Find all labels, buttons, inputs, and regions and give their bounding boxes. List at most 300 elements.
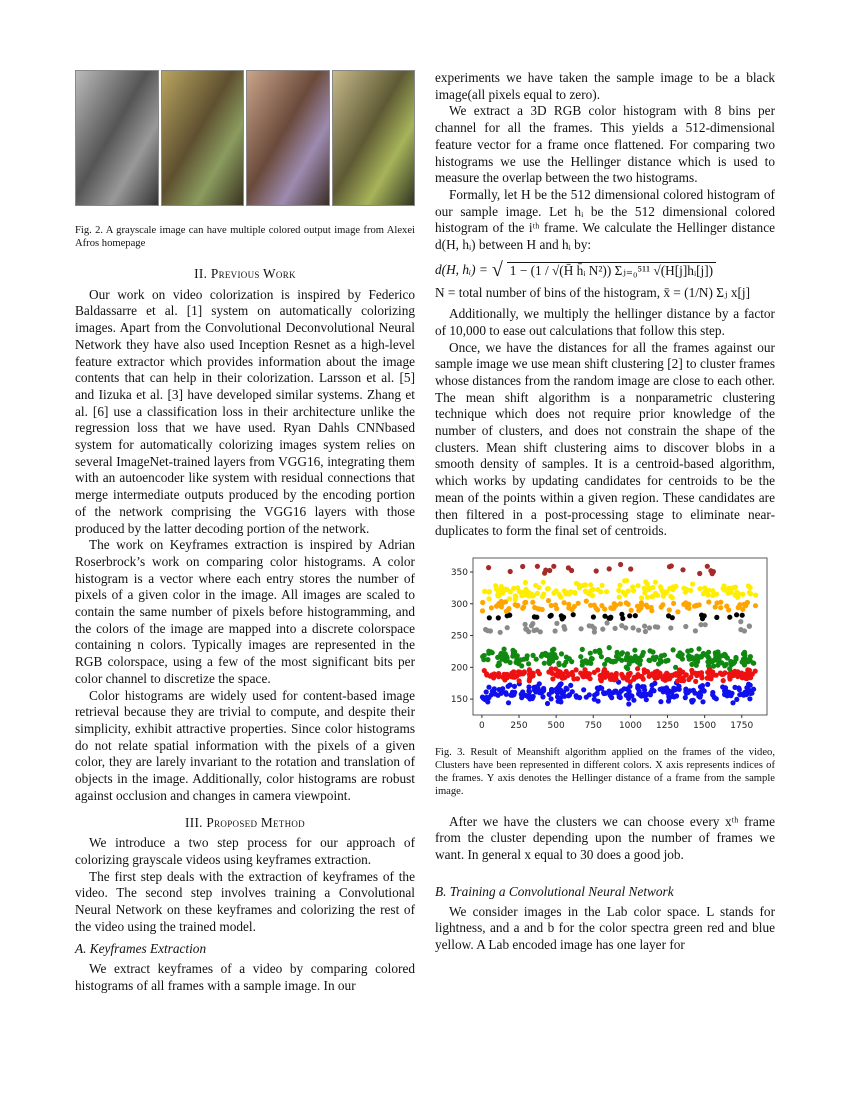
paragraph: We extract keyframes of a video by comparing colored histograms of all frames with a sample image. In our <box>75 961 415 993</box>
data-point <box>510 693 515 698</box>
data-point <box>557 682 562 687</box>
cluster-green <box>480 645 756 671</box>
data-point <box>485 699 490 704</box>
data-point <box>611 659 616 664</box>
data-point <box>647 658 652 663</box>
data-point <box>701 651 706 656</box>
data-point <box>689 698 694 703</box>
cluster-yellow <box>482 578 758 602</box>
colorized-photo-3 <box>332 70 416 206</box>
data-point <box>617 583 622 588</box>
data-point <box>484 689 489 694</box>
data-point <box>505 608 510 613</box>
data-point <box>710 658 715 663</box>
data-point <box>570 689 575 694</box>
data-point <box>737 692 742 697</box>
data-point <box>622 578 627 583</box>
cluster-gray <box>483 619 752 635</box>
data-point <box>599 654 604 659</box>
data-point <box>658 699 663 704</box>
data-point <box>600 583 605 588</box>
equation-definition: N = total number of bins of the histogram, x̄ = (1/N) Σⱼ x[j] <box>435 285 751 301</box>
data-point <box>627 613 632 618</box>
data-point <box>673 584 678 589</box>
data-point <box>645 581 650 586</box>
data-point <box>734 612 739 617</box>
data-point <box>583 582 588 587</box>
data-point <box>727 615 732 620</box>
figure-3-caption: Fig. 3. Result of Meanshift algorithm applied on the frames of the video, Clusters have been represented in different colors. X axis represents indices of the frames. Y axis denotes the Hellinger distance of a frame from the sample image. <box>435 746 775 797</box>
x-tick-label: 1750 <box>730 720 754 731</box>
data-point <box>742 652 747 657</box>
data-point <box>652 657 657 662</box>
data-point <box>694 653 699 658</box>
data-point <box>580 659 585 664</box>
data-point <box>638 605 643 610</box>
data-point <box>543 652 548 657</box>
data-point <box>480 600 485 605</box>
data-point <box>626 701 631 706</box>
data-point <box>541 688 546 693</box>
data-point <box>549 689 554 694</box>
data-point <box>636 628 641 633</box>
data-point <box>663 658 668 663</box>
data-point <box>673 665 678 670</box>
data-point <box>584 589 589 594</box>
data-point <box>508 569 513 574</box>
data-point <box>535 669 540 674</box>
data-point <box>642 623 647 628</box>
data-point <box>562 600 567 605</box>
data-point <box>666 698 671 703</box>
data-point <box>632 657 637 662</box>
data-point <box>550 658 555 663</box>
data-point <box>519 593 524 598</box>
data-point <box>501 655 506 660</box>
data-point <box>683 624 688 629</box>
data-point <box>486 649 491 654</box>
data-point <box>487 615 492 620</box>
data-point <box>512 649 517 654</box>
data-point <box>748 585 753 590</box>
data-point <box>551 564 556 569</box>
data-point <box>553 666 558 671</box>
data-point <box>554 588 559 593</box>
data-point <box>624 600 629 605</box>
data-point <box>722 688 727 693</box>
data-point <box>494 603 499 608</box>
data-point <box>618 562 623 567</box>
data-point <box>517 678 522 683</box>
data-point <box>576 601 581 606</box>
data-point <box>650 687 655 692</box>
data-point <box>602 662 607 667</box>
data-point <box>559 613 564 618</box>
data-point <box>549 696 554 701</box>
data-point <box>690 581 695 586</box>
data-point <box>520 564 525 569</box>
data-point <box>604 673 609 678</box>
grayscale-photo <box>75 70 159 206</box>
data-point <box>588 651 593 656</box>
data-point <box>532 687 537 692</box>
equation-body: 1 − (1 / √(H̄ h̄ᵢ N²)) Σⱼ₌₀⁵¹¹ √(H[j]hᵢ[j]) <box>507 262 716 280</box>
data-point <box>602 667 607 672</box>
data-point <box>722 583 727 588</box>
data-point <box>658 584 663 589</box>
data-point <box>714 591 719 596</box>
data-point <box>492 686 497 691</box>
data-point <box>637 662 642 667</box>
data-point <box>671 647 676 652</box>
data-point <box>698 684 703 689</box>
data-point <box>617 595 622 600</box>
data-point <box>527 667 532 672</box>
data-point <box>553 628 558 633</box>
data-point <box>706 676 711 681</box>
data-point <box>538 629 543 634</box>
data-point <box>574 693 579 698</box>
data-point <box>543 567 548 572</box>
data-point <box>748 691 753 696</box>
data-point <box>667 564 672 569</box>
data-point <box>535 591 540 596</box>
data-point <box>632 675 637 680</box>
data-point <box>666 694 671 699</box>
x-tick-label: 1000 <box>618 720 642 731</box>
data-point <box>735 595 740 600</box>
data-point <box>705 682 710 687</box>
data-point <box>736 685 741 690</box>
data-point <box>649 608 654 613</box>
data-point <box>574 667 579 672</box>
data-point <box>726 607 731 612</box>
data-point <box>627 693 632 698</box>
data-point <box>736 604 741 609</box>
data-point <box>711 664 716 669</box>
data-point <box>684 672 689 677</box>
data-point <box>605 620 610 625</box>
data-point <box>487 596 492 601</box>
data-point <box>620 674 625 679</box>
data-point <box>674 693 679 698</box>
data-point <box>619 688 624 693</box>
data-point <box>631 588 636 593</box>
data-point <box>513 602 518 607</box>
data-point <box>582 667 587 672</box>
paragraph: Color histograms are widely used for content-based image retrieval because they are trivial to compute, and despite their simplicity, exhibit attractive properties. Since color histograms do not relate spatial information with the pixels of a given color, they are larely invariant to the rotation and translation of objects in the image. Additionally, color histograms are robust against occlusion and changes in camera viewpoint. <box>75 687 415 803</box>
paragraph: Formally, let H be the 512 dimensional colored histogram of our sample image. Let hᵢ be the 512 dimensional colored histogram of the iᵗʰ frame. We calculate the Hellinger distance d(H, hᵢ) between H and hᵢ by: <box>435 186 775 253</box>
data-point <box>486 685 491 690</box>
data-point <box>561 689 566 694</box>
data-point <box>627 684 632 689</box>
data-point <box>638 674 643 679</box>
data-point <box>568 683 573 688</box>
data-point <box>721 678 726 683</box>
data-point <box>540 694 545 699</box>
data-point <box>587 692 592 697</box>
data-point <box>571 612 576 617</box>
data-point <box>693 628 698 633</box>
data-point <box>578 654 583 659</box>
data-point <box>511 669 516 674</box>
data-point <box>566 693 571 698</box>
data-point <box>639 692 644 697</box>
data-point <box>562 627 567 632</box>
data-point <box>747 590 752 595</box>
data-point <box>729 586 734 591</box>
data-point <box>534 615 539 620</box>
data-point <box>644 697 649 702</box>
right-column <box>435 70 775 954</box>
data-point <box>498 587 503 592</box>
data-point <box>535 564 540 569</box>
data-point <box>566 565 571 570</box>
x-tick-label: 250 <box>510 720 528 731</box>
data-point <box>530 673 535 678</box>
data-point <box>629 608 634 613</box>
data-point <box>747 624 752 629</box>
data-point <box>747 696 752 701</box>
data-point <box>740 659 745 664</box>
data-point <box>618 695 623 700</box>
data-point <box>502 672 507 677</box>
data-point <box>481 657 486 662</box>
data-point <box>559 651 564 656</box>
data-point <box>640 653 645 658</box>
data-point <box>681 678 686 683</box>
x-tick-label: 500 <box>547 720 565 731</box>
cluster-blue <box>480 679 756 706</box>
data-point <box>647 625 652 630</box>
data-point <box>609 695 614 700</box>
data-point <box>635 666 640 671</box>
data-point <box>548 613 553 618</box>
data-point <box>512 684 517 689</box>
data-point <box>581 687 586 692</box>
data-point <box>523 580 528 585</box>
data-point <box>753 592 758 597</box>
data-point <box>507 673 512 678</box>
data-point <box>613 626 618 631</box>
data-point <box>557 662 562 667</box>
data-point <box>651 593 656 598</box>
data-point <box>595 667 600 672</box>
data-point <box>588 661 593 666</box>
data-point <box>740 613 745 618</box>
y-tick-label: 250 <box>450 631 468 642</box>
data-point <box>700 699 705 704</box>
data-point <box>714 615 719 620</box>
data-point <box>653 580 658 585</box>
data-point <box>689 648 694 653</box>
data-point <box>633 613 638 618</box>
data-point <box>554 621 559 626</box>
data-point <box>670 595 675 600</box>
y-tick-label: 350 <box>450 567 468 578</box>
data-point <box>497 593 502 598</box>
data-point <box>631 625 636 630</box>
x-tick-label: 1500 <box>693 720 717 731</box>
data-point <box>643 629 648 634</box>
data-point <box>498 630 503 635</box>
data-point <box>594 568 599 573</box>
data-point <box>549 652 554 657</box>
data-point <box>646 587 651 592</box>
data-point <box>727 666 732 671</box>
data-point <box>607 566 612 571</box>
data-point <box>703 622 708 627</box>
data-point <box>537 585 542 590</box>
data-point <box>705 564 710 569</box>
data-point <box>705 654 710 659</box>
data-point <box>522 669 527 674</box>
figure-2-images <box>75 70 415 206</box>
data-point <box>584 598 589 603</box>
data-point <box>504 692 509 697</box>
data-point <box>523 626 528 631</box>
data-point <box>710 690 715 695</box>
data-point <box>706 599 711 604</box>
data-point <box>677 650 682 655</box>
data-point <box>738 619 743 624</box>
data-point <box>625 666 630 671</box>
figure-2-caption: Fig. 2. A grayscale image can have multiple colored output image from Alexei Afros homepage <box>75 225 415 249</box>
data-point <box>680 567 685 572</box>
data-point <box>735 673 740 678</box>
data-point <box>654 669 659 674</box>
data-point <box>663 678 668 683</box>
data-point <box>535 606 540 611</box>
data-point <box>560 676 565 681</box>
left-column <box>75 70 415 995</box>
data-point <box>534 657 539 662</box>
colorized-photo-2 <box>246 70 330 206</box>
data-point <box>508 660 513 665</box>
data-point <box>738 627 743 632</box>
paragraph: We extract a 3D RGB color histogram with 8 bins per channel for all the frames. This yields a 512-dimensional feature vector for a frame once flattened. For comparing two histograms we use the Hellinger distance which is used to measure the overlap between the two histograms. <box>435 103 775 186</box>
data-point <box>580 647 585 652</box>
x-tick-label: 0 <box>479 720 485 731</box>
data-point <box>607 645 612 650</box>
data-point <box>595 685 600 690</box>
data-point <box>745 600 750 605</box>
data-point <box>558 594 563 599</box>
data-point <box>487 589 492 594</box>
data-point <box>579 626 584 631</box>
data-point <box>521 605 526 610</box>
data-point <box>541 580 546 585</box>
data-point <box>519 695 524 700</box>
data-point <box>546 598 551 603</box>
data-point <box>626 588 631 593</box>
data-point <box>746 659 751 664</box>
y-tick-label: 300 <box>450 599 468 610</box>
figure-3-chart <box>435 552 775 742</box>
data-point <box>580 673 585 678</box>
data-point <box>747 668 752 673</box>
data-point <box>722 670 727 675</box>
data-point <box>574 581 579 586</box>
paragraph: Once, we have the distances for all the frames against our sample image we use mean shift clustering [2] to cluster frames whose distances from the random image are close to each other. The mean shift algorithm is a nonparametric clustering technique which does not require prior knowledge of the number of clusters, and does not constrain the shape of the clusters. Mean shift clustering aims to discover blobs in a smooth density of samples. It is a centroid-based algorithm, which works by updating candidates for centroids to be the mean of the points within a given region. These candidates are then filtered in a post-processing stage to eliminate near-duplicates to form the final set of centroids. <box>435 339 775 539</box>
data-point <box>530 600 535 605</box>
data-point <box>753 668 758 673</box>
data-point <box>718 600 723 605</box>
data-point <box>642 667 647 672</box>
data-point <box>619 652 624 657</box>
colorized-photo-1 <box>161 70 245 206</box>
data-point <box>506 700 511 705</box>
data-point <box>677 675 682 680</box>
data-point <box>681 586 686 591</box>
data-point <box>661 686 666 691</box>
paragraph: The work on Keyframes extraction is inspired by Adrian Roserbrock’s work on comparing color histograms. A color histogram is a vector where each entry stores the number of pixels of a given color in the image. All images are scaled to contain the same number of pixels before histogramming, and the colors of the image are mapped into a discrete colorspace containing n colors. Typically images are represented in the RGB colorspace, using a few of the most significant bits per color channel to discretize the space. <box>75 537 415 686</box>
cluster-orange <box>480 598 758 614</box>
data-point <box>650 649 655 654</box>
data-point <box>550 671 555 676</box>
paragraph: After we have the clusters we can choose every xᵗʰ frame from the cluster depending upon the number of frames we want. In general x equal to 30 does a good job. <box>435 813 775 863</box>
data-point <box>734 697 739 702</box>
data-point <box>618 601 623 606</box>
data-point <box>588 582 593 587</box>
data-point <box>614 654 619 659</box>
data-point <box>628 566 633 571</box>
data-point <box>718 605 723 610</box>
data-point <box>669 673 674 678</box>
data-point <box>623 625 628 630</box>
data-point <box>642 586 647 591</box>
data-point <box>532 628 537 633</box>
paragraph: We introduce a two step process for our approach of colorizing grayscale videos using keyframes extraction. <box>75 835 415 867</box>
data-point <box>502 646 507 651</box>
data-point <box>659 653 664 658</box>
data-point <box>645 595 650 600</box>
data-point <box>520 689 525 694</box>
paragraph: We consider images in the Lab color space. L stands for lightness, and a and b for the color spectra green red and blue yellow. A Lab encoded image has one layer for <box>435 903 775 952</box>
data-point <box>671 601 676 606</box>
data-point <box>587 623 592 628</box>
data-point <box>526 661 531 666</box>
data-point <box>592 626 597 631</box>
data-point <box>591 614 596 619</box>
data-point <box>702 585 707 590</box>
data-point <box>635 583 640 588</box>
data-point <box>493 583 498 588</box>
scatter-plot <box>435 552 775 737</box>
data-point <box>525 653 530 658</box>
data-point <box>596 699 601 704</box>
data-point <box>697 691 702 696</box>
data-point <box>697 571 702 576</box>
paragraph: Our work on video colorization is inspired by Federico Baldassarre et al. [1] system on automatically colorizing images. Apart from the Convolutional Deconvolutional Neural Network they have also used Inception Resnet as a high-level feature extractor which provides information about the image contents that can help in their colorization. Larsson et al. [5] and Iizuka et al. [3] have developed similar systems. Zhang et al. [6] use a classification loss in their architecture unlike the regression loss that we have used. Ryan Dahls CNNbased system for automatically colorizing images system relies on several ImageNet-trained layers from VGG16, integrating them with an autoencoder like system with residual connections that merge intermediate outputs produced by the encoding portion of the network comprising the VGG16 layers with those produced by the latter decoding portion of the network. <box>75 286 415 536</box>
chart-axes <box>451 558 767 731</box>
data-point <box>489 605 494 610</box>
data-point <box>600 626 605 631</box>
data-point <box>686 602 691 607</box>
subsection-b-title: B. Training a Convolutional Neural Network <box>435 883 674 899</box>
x-tick-label: 1250 <box>656 720 679 731</box>
paragraph: The first step deals with the extraction of keyframes of the video. The second step involves training a Convolutional Neural Network on these keyframes and colorizing the rest of the video using the trained model. <box>75 868 415 934</box>
data-point <box>632 648 637 653</box>
data-point <box>635 683 640 688</box>
data-point <box>662 591 667 596</box>
data-point <box>742 690 747 695</box>
data-point <box>656 661 661 666</box>
paragraph: Additionally, we multiply the hellinger distance by a factor of 10,000 to ease out calculations that follow this step. <box>435 306 775 338</box>
data-point <box>505 625 510 630</box>
data-point <box>619 612 624 617</box>
data-point <box>677 687 682 692</box>
